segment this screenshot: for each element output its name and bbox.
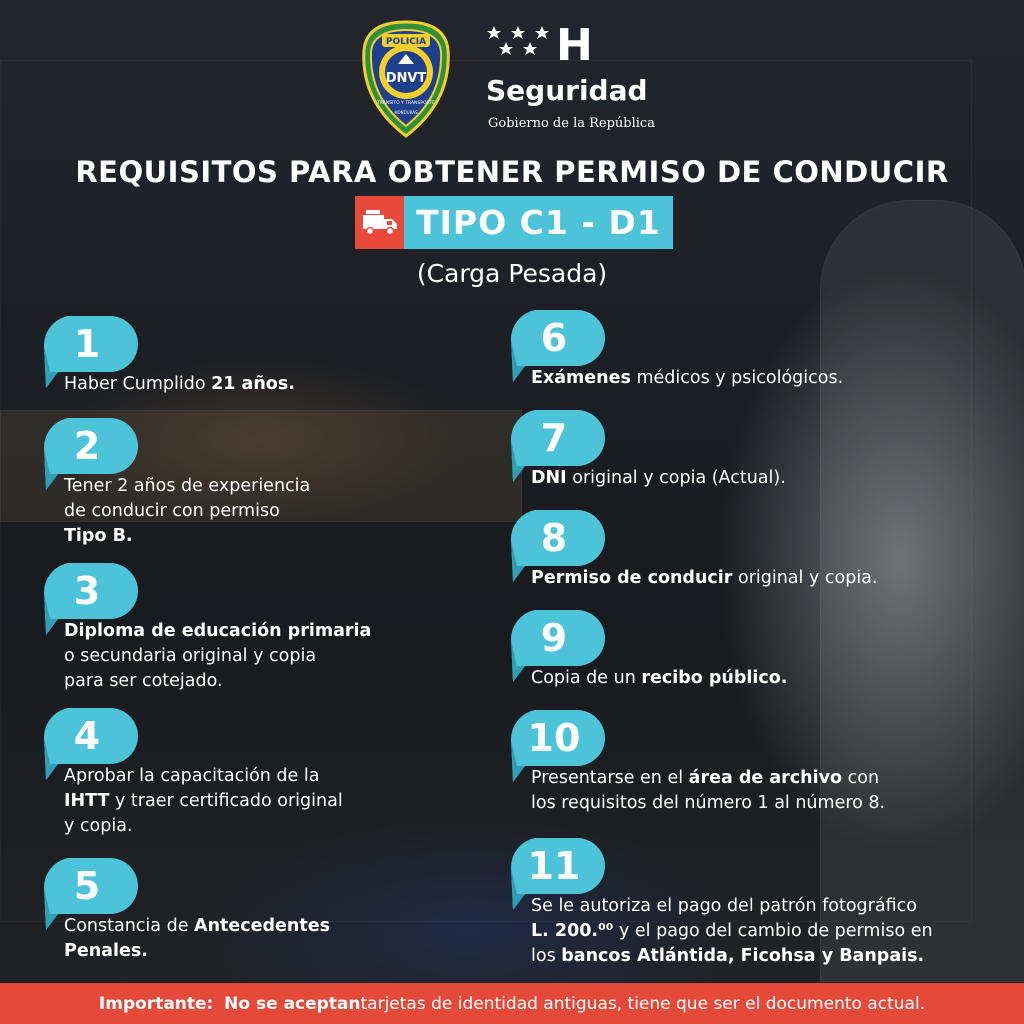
requirement-number: 7 [540,416,568,460]
requirement-text-part: y el pago del cambio de permiso en [613,921,933,941]
requirement-text-bold: Antecedentes [194,916,331,936]
license-category: (Carga Pesada) [416,259,608,288]
requirement-text [531,466,971,491]
requirement-number: 8 [540,516,568,560]
requirement-text-part: original y copia (Actual). [566,468,786,488]
requirement-text-part: y copia. [64,816,133,836]
requirement-text [64,914,504,964]
requirement-text-bold: L. 200.⁰⁰ [531,921,614,941]
requirement-text [531,894,971,969]
important-notice-bar [0,983,1024,1024]
requirement-text-bold: área de archivo [688,768,843,788]
requirement-text-bold: recibo público. [641,668,788,688]
notice-label: Importante: [98,993,214,1014]
page-title: REQUISITOS PARA OBTENER PERMISO DE CONDUCIR [75,155,949,189]
requirement-text-part: los requisitos del número 1 al número 8. [531,793,886,813]
requirement-number: 5 [73,864,101,908]
requirement-text-bold: Diploma de educación primaria [64,621,372,641]
requirement-text-part: original y copia. [732,568,878,588]
badge-bottom-text: HONDURAS [394,110,418,115]
notice-text: tarjetas de identidad antiguas, tiene que ser el documento actual. [360,993,926,1014]
gov-h-mark: H [556,20,593,71]
requirement-text-part: y traer certificado original [109,791,343,811]
badge-center-text: DNVT [385,71,427,86]
requirement-text [531,766,971,816]
notice-emphasis: No se aceptan [224,993,361,1014]
requirement-text [64,764,504,839]
requirement-number: 3 [73,569,101,613]
gov-subtitle: Gobierno de la República [488,116,655,131]
license-type-banner [355,196,673,249]
requirement-text [531,666,971,691]
requirement-text-part: para ser cotejado. [64,671,223,691]
requirement-text [64,619,504,694]
requirement-text-bold: Tipo B. [64,526,133,546]
requirement-text-part: Constancia de [64,916,195,936]
requirement-text-bold: DNI [531,468,567,488]
requirement-text [64,474,504,549]
requirement-number: 11 [527,844,581,888]
requirement-text [531,566,971,591]
dnvt-police-badge-logo [360,20,452,138]
requirement-text-bold: Penales. [64,941,148,961]
requirement-text [64,372,504,397]
gov-title: Seguridad [486,74,648,107]
requirement-text-part: con [842,768,880,788]
requirement-text-part: o secundaria original y copia [64,646,317,666]
requirement-number: 1 [73,322,101,366]
requirement-text-bold: IHTT [64,791,110,811]
license-type-label: TIPO C1 - D1 [404,196,673,249]
requirement-text-part: los [531,946,562,966]
requirement-number: 10 [527,716,581,760]
requirement-text-part: Se le autoriza el pago del patrón fotográfico [531,896,917,916]
requirement-text-part: Presentarse en el [531,768,689,788]
requirement-number: 9 [540,616,568,660]
truck-icon [355,196,404,249]
requirement-text-part: Tener 2 años de experiencia [64,476,311,496]
seguridad-logo [482,22,682,140]
badge-ring-text: TRÁNSITO Y TRANSPORTE [377,101,435,106]
requirement-text-part: Copia de un [531,668,642,688]
requirement-text-part: Aprobar la capacitación de la [64,766,320,786]
requirement-text-part: de conducir con permiso [64,501,280,521]
stars-icon [484,24,554,64]
requirement-text [531,366,971,391]
badge-top-text: POLICIA [385,37,427,47]
requirement-text-bold: Permiso de conducir [531,568,733,588]
requirement-text-bold: Exámenes [531,368,631,388]
requirement-text-bold: bancos Atlántida, Ficohsa y Banpais. [561,946,925,966]
requirement-text-part: médicos y psicológicos. [630,368,844,388]
requirement-number: 6 [540,316,568,360]
requirement-number: 4 [73,714,101,758]
requirement-text-part: Haber Cumplido [64,374,212,394]
requirement-text-bold: 21 años. [211,374,295,394]
requirement-number: 2 [73,424,101,468]
